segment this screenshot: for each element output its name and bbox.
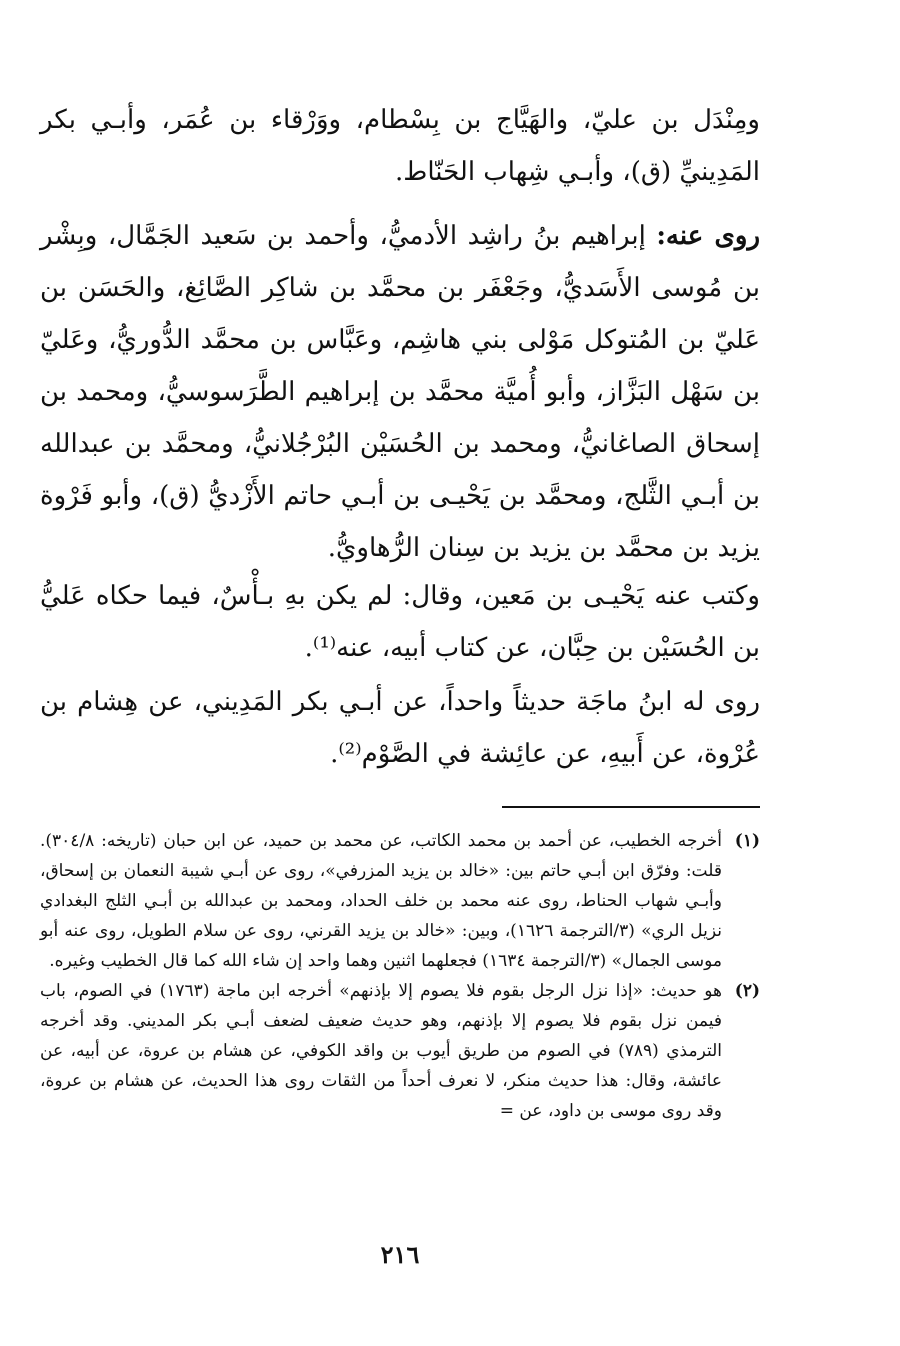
paragraph-ibn-main-note: وكتب عنه يَحْيـى بن مَعين، وقال: لم يكن بهِ بـأْسٌ، فيما حكاه عَليُّ بن الحُسَيْن بن حِبَّان، عن كتاب أبيه، عنه⁽¹⁾. bbox=[40, 581, 760, 663]
footnotes-section bbox=[40, 826, 760, 1126]
footnote-text: أخرجه الخطيب، عن أحمد بن محمد الكاتب، عن محمد بن حميد، عن ابن حبان (تاريخه: ٣٠٤/٨). قلت: وفرّق ابن أبـي حاتم بين: «خالد بن يزيد المزرفي»، روى عن أبـي شيبة النعمان بن إسحاق، وأبـي شهاب الحناط، روى عنه محمد بن خلف الحداد، ومحمد بن عبدالله بن أبـي الثلج البغدادي نزيل الري» (٣/الترجمة ١٦٢٦)، وبين: «خالد بن يزيد القرني، روى عن سلام الطويل، روى عنه أبو موسى الجمال» (٣/الترجمة ١٦٣٤) فجعلهما اثنين وهما واحد إن شاء الله كما قال الخطيب وغيره. bbox=[40, 831, 722, 971]
paragraph-teachers-continued: ومِنْدَل بن عليّ، والهَيَّاج بن بِسْطام، ووَرْقاء بن عُمَر، وأبـي بكر المَدِينيِّ (ق)، وأبـي شِهاب الحَنّاط. bbox=[40, 105, 760, 187]
footnote-text: هو حديث: «إذا نزل الرجل بقوم فلا يصوم إلا بإذنهم» أخرجه ابن ماجة (١٧٦٣) في الصوم، باب فيمن نزل بقوم فلا يصوم إلا بإذنهم، وهو حديث ضعيف لضعف أبـي بكر المديني. وقد أخرجه الترمذي (٧٨٩) في الصوم من طريق أيوب بن واقد الكوفي، عن هشام بن عروة، عن أبيه، عن عائشة، وقال: هذا حديث منكر، لا نعرف أحداً من الثقات روى هذا الحديث، عن هشام بن عروة، وقد روى موسى بن داود، عن = bbox=[40, 981, 723, 1121]
paragraph-narrated-from-him bbox=[40, 210, 760, 574]
page-number: ٢١٦ bbox=[380, 1240, 420, 1269]
footnote-number: (٢) bbox=[734, 981, 760, 1001]
paragraph-body: إبراهيم بنُ راشِد الأدميُّ، وأحمد بن سَعيد الجَمَّال، وبِشْر بن مُوسى الأَسَديُّ، وجَعْفَر بن محمَّد بن شاكِر الصَّائِغ، والحَسَن بن عَليّ بن المُتوكل مَوْلى بني هاشِم، وعَبَّاس بن محمَّد الدُّوريُّ، وعَليّ بن سَهْل البَزَّاز، وأبو أُميَّة محمَّد بن إبراهيم الطَّرَسوسيُّ، ومحمد بن إسحاق الصاغانيُّ، ومحمد بن الحُسَيْن البُرْجُلانيُّ، ومحمَّد بن عبدالله بن أبـي الثَّلج، ومحمَّد بن يَحْيـى بن أبـي حاتم الأَزْديُّ (ق)، وأبو فَرْوة يزيد بن محمَّد بن يزيد بن سِنان الرُّهاويُّ. bbox=[40, 221, 760, 563]
paragraph-lead-heading: روى عنه: bbox=[656, 221, 760, 251]
paragraph-ibn-majah-hadith: روى له ابنُ ماجَة حديثاً واحداً، عن أبـي بكر المَدِيني، عن هِشام بن عُرْوة، عن أَبيهِ، عن عائِشة في الصَّوْم⁽²⁾. bbox=[40, 687, 760, 769]
footnote-separator bbox=[502, 806, 760, 808]
book-page bbox=[40, 0, 760, 1346]
footnote-2 bbox=[40, 976, 760, 1126]
footnote-1 bbox=[40, 826, 760, 976]
footnote-number: (١) bbox=[734, 831, 760, 851]
